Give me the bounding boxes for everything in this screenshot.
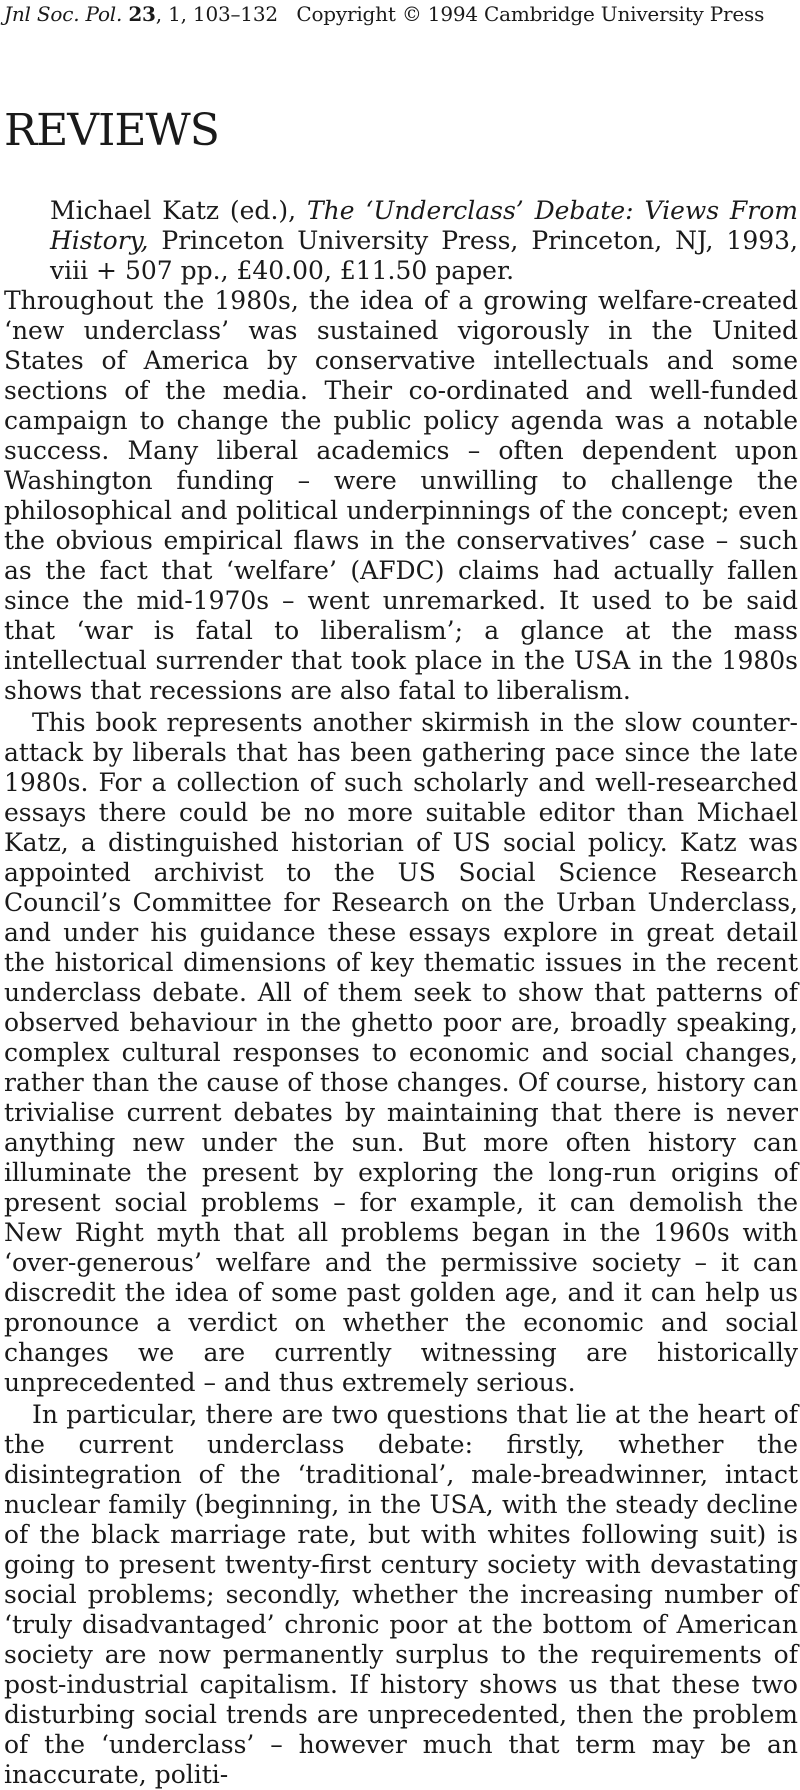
- citation-author: Michael Katz (ed.),: [50, 196, 297, 225]
- paragraph: In particular, there are two questions that lie at the heart of the current underclass debate: firstly, whether the disintegration of the ‘traditional’, male-breadwinner, intact nuclear family (beginning, in the USA, with the steady decline of the black marriage rate, but with whites following suit) is going to present twenty-first century society with devastating social problems; secondly, whether the increasing number of ‘truly disadvantaged’ chronic poor at the bottom of American society are now permanently surplus to the requirements of post-industrial capitalism. If history shows us that these two disturbing social trends are unprecedented, then the problem of the ‘underclass’ – however much that term may be an inaccurate, politi-: [4, 1400, 798, 1789]
- review-body: [4, 286, 798, 1790]
- journal-name: Jnl Soc. Pol.: [4, 2, 123, 26]
- book-citation: [50, 196, 798, 286]
- section-title: REVIEWS: [4, 105, 219, 156]
- paragraph: This book represents another skirmish in the slow counter-attack by liberals that has been gathering pace since the late 1980s. For a collection of such scholarly and well-researched essays there could be no more suitable editor than Michael Katz, a distinguished historian of US social policy. Katz was appointed archivist to the US Social Science Research Council’s Committee for Research on the Urban Underclass, and under his guidance these essays explore in great detail the historical dimensions of key thematic issues in the recent underclass debate. All of them seek to show that patterns of observed behaviour in the ghetto poor are, broadly speaking, complex cultural responses to economic and social changes, rather than the cause of those changes. Of course, history can trivialise current debates by maintaining that there is never anything new under the sun. But more often history can illuminate the present by exploring the long-run origins of present social problems – for example, it can demolish the New Right myth that all problems began in the 1960s with ‘over-generous’ welfare and the permissive society – it can discredit the idea of some past golden age, and it can help us pronounce a verdict on whether the economic and social changes we are currently witnessing are historically unprecedented – and thus extremely serious.: [4, 708, 798, 1397]
- running-head: [4, 2, 764, 26]
- citation-title: The ‘Underclass’ Debate: Views From History,: [50, 196, 798, 255]
- volume-number: 23: [128, 2, 156, 26]
- citation-publisher: Princeton University Press, Princeton, NJ, 1993, viii + 507 pp., £40.00, £11.50 paper.: [50, 226, 799, 285]
- issue-pages: , 1, 103–132: [155, 2, 278, 26]
- paragraph: Throughout the 1980s, the idea of a growing welfare-created ‘new underclass’ was sustained vigorously in the United States of America by conservative intellectuals and some sections of the media. Their co-ordinated and well-funded campaign to change the public policy agenda was a notable success. Many liberal academics – often dependent upon Washington funding – were unwilling to challenge the philosophical and political underpinnings of the concept; even the obvious empirical flaws in the conservatives’ case – such as the fact that ‘welfare’ (AFDC) claims had actually fallen since the mid-1970s – went unremarked. It used to be said that ‘war is fatal to liberalism’; a glance at the mass intellectual surrender that took place in the USA in the 1980s shows that recessions are also fatal to liberalism.: [4, 286, 798, 705]
- copyright-line: Copyright © 1994 Cambridge University Press: [296, 2, 765, 26]
